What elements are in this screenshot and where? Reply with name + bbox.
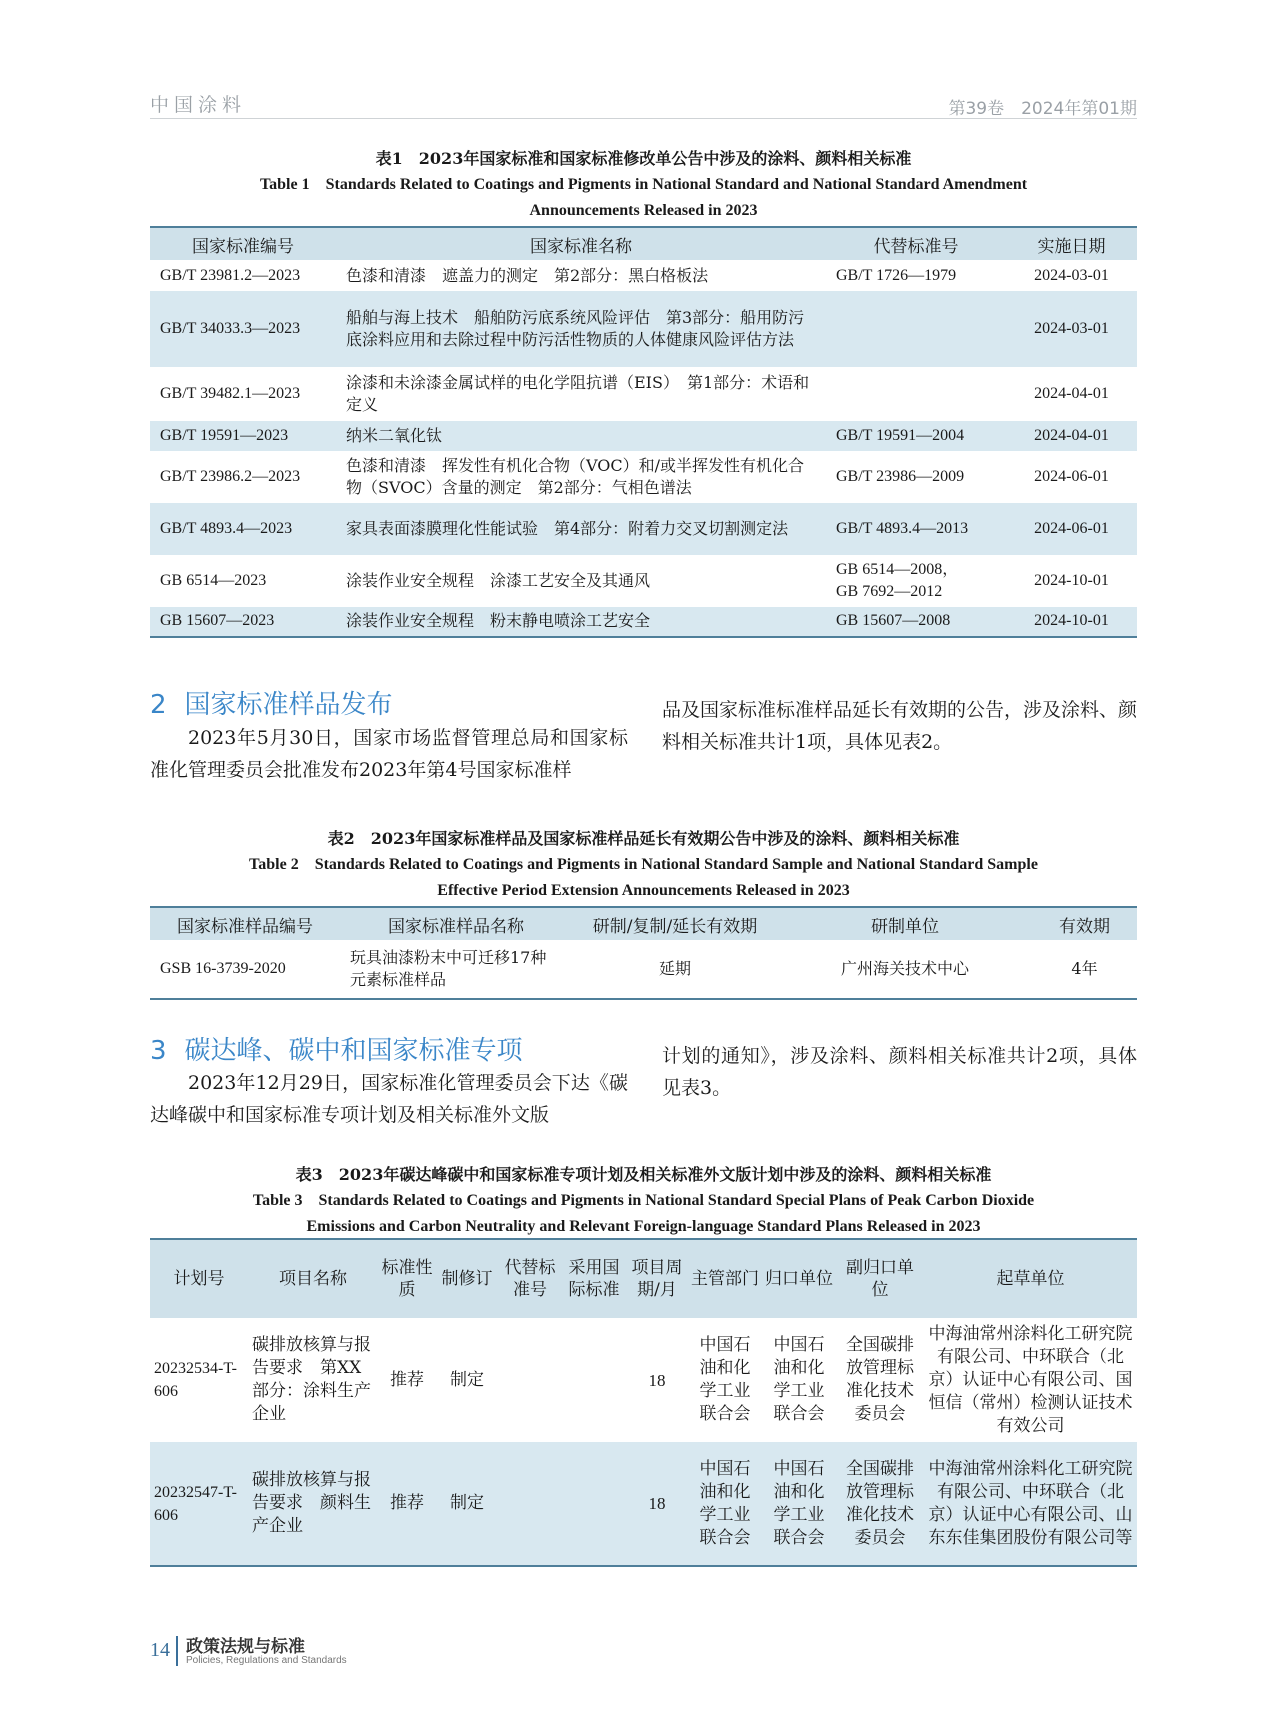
- table2-header: 国家标准样品名称: [340, 907, 572, 941]
- header-rule: [150, 118, 1137, 119]
- competent-department: 中国石油和化学工业联合会: [699, 1335, 751, 1424]
- project-name: 碳排放核算与报告要求 第XX部分：涂料生产企业: [252, 1335, 371, 1424]
- effective-date: 2024-06-01: [1034, 467, 1109, 485]
- replaced-standard-line: GB 7692—2012: [836, 582, 943, 600]
- table2: [150, 906, 1137, 1000]
- replaced-standard-line: GB 6514—2008，: [836, 560, 959, 578]
- revision-type: 制定: [450, 1369, 484, 1390]
- standard-code: GB/T 23981.2—2023: [160, 266, 301, 284]
- replaced-standard: GB/T 19591—2004: [826, 421, 1006, 451]
- table3-header: 归口单位: [762, 1239, 836, 1318]
- table3-caption-cn: 表3 2023年碳达峰碳中和国家标准专项计划及相关标准外文版计划中涉及的涂料、颜料相关标准: [295, 1165, 992, 1184]
- table3-header: 制修订: [436, 1239, 498, 1318]
- table1-caption-en-1: Table 1 Standards Related to Coatings and Pigments in National Standard and National Standard Amendment: [259, 176, 1028, 193]
- effective-date: 2024-06-01: [1006, 503, 1137, 555]
- standard-name: 纳米二氧化钛: [336, 421, 826, 451]
- table1-header: 国家标准编号: [150, 227, 336, 261]
- section-number: 3: [150, 1036, 167, 1066]
- footer-divider: [176, 1636, 178, 1666]
- section-title-text: 碳达峰、碳中和国家标准专项: [184, 1036, 523, 1066]
- table3-header: 起草单位: [924, 1239, 1137, 1318]
- table3-header: 标准性质: [378, 1239, 436, 1318]
- table3-caption: [150, 1162, 1137, 1240]
- table-row: [150, 291, 1137, 367]
- section3-paragraph-right: 计划的通知》，涉及涂料、颜料相关标准共计2项，具体见表3。: [662, 1045, 1137, 1099]
- standard-code: GB 15607—2023: [150, 607, 336, 637]
- standard-code: GB 6514—2023: [160, 571, 267, 589]
- standard-name: 家具表面漆膜理化性能试验 第4部分：附着力交叉切割测定法: [336, 503, 826, 555]
- issue-info: 第39卷 2024年第01期: [948, 99, 1137, 119]
- table-row: [150, 451, 1137, 503]
- sub-responsible-unit: 全国碳排放管理标准化技术委员会: [836, 1442, 924, 1566]
- replaced-standard: [826, 367, 1006, 421]
- sample-type: 延期: [572, 941, 778, 999]
- table3-header: 项目周期/月: [626, 1239, 688, 1318]
- table1-caption-cn: 表1 2023年国家标准和国家标准修改单公告中涉及的涂料、颜料相关标准: [375, 149, 912, 168]
- table2-header: 有效期: [1032, 907, 1137, 941]
- international-standard: [562, 1318, 626, 1442]
- standard-name: 船舶与海上技术 船舶防污底系统风险评估 第3部分：船用防污底涂料应用和去除过程中防污活性物质的人体健康风险评估方法: [336, 291, 826, 367]
- replaced-standard: [826, 291, 1006, 367]
- table2-header: 研制/复制/延长有效期: [572, 907, 778, 941]
- international-standard: [562, 1442, 626, 1566]
- replaced-standard: GB/T 1726—1979: [836, 266, 957, 284]
- table1-caption-en-2: Announcements Released in 2023: [529, 202, 758, 219]
- table-row: [150, 421, 1137, 451]
- project-name: 碳排放核算与报告要求 颜料生产企业: [248, 1442, 378, 1566]
- table3: [150, 1238, 1137, 1567]
- table3-header: 主管部门: [688, 1239, 762, 1318]
- section-number: 2: [150, 690, 167, 720]
- section-title-text: 国家标准样品发布: [184, 690, 393, 720]
- table-row: [150, 1442, 1137, 1566]
- table-row: [150, 555, 1137, 607]
- table1-header: 实施日期: [1006, 227, 1137, 261]
- replaced-standard: [498, 1318, 562, 1442]
- standard-name: 涂漆和未涂漆金属试样的电化学阻抗谱（EIS） 第1部分：术语和定义: [346, 372, 810, 414]
- table-row: [150, 503, 1137, 555]
- table3-caption-en-1: Table 3 Standards Related to Coatings and Pigments in National Standard Special Plans of Peak Carbon Dioxide: [252, 1192, 1035, 1209]
- standard-code: GB/T 19591—2023: [150, 421, 336, 451]
- competent-department: 中国石油和化学工业联合会: [688, 1442, 762, 1566]
- footer-section-en: Policies, Regulations and Standards: [186, 1655, 347, 1666]
- table1-header: 国家标准名称: [336, 227, 826, 261]
- table2-header: 研制单位: [778, 907, 1032, 941]
- table-row: [150, 607, 1137, 637]
- table3-header: 代替标准号: [498, 1239, 562, 1318]
- table3-header: 项目名称: [248, 1239, 378, 1318]
- sample-name: 玩具油漆粉末中可迁移17种元素标准样品: [340, 941, 572, 999]
- standard-code: GB/T 34033.3—2023: [150, 291, 336, 367]
- table2-caption-cn: 表2 2023年国家标准样品及国家标准样品延长有效期公告中涉及的涂料、颜料相关标准: [327, 829, 960, 848]
- journal-name: 中国涂料: [150, 94, 247, 116]
- project-cycle: 18: [648, 1370, 666, 1390]
- sub-responsible-unit: 全国碳排放管理标准化技术委员会: [846, 1335, 914, 1424]
- section2-paragraph-right: 品及国家标准标准样品延长有效期的公告，涉及涂料、颜料相关标准共计1项，具体见表2。: [662, 699, 1138, 753]
- table3-header: 计划号: [150, 1239, 248, 1318]
- table1: [150, 226, 1137, 638]
- sample-unit: 广州海关技术中心: [778, 941, 1032, 999]
- replaced-standard: [498, 1442, 562, 1566]
- table1-caption: [150, 146, 1137, 224]
- standard-name: 涂装作业安全规程 涂漆工艺安全及其通风: [346, 570, 651, 590]
- standard-code: GB/T 39482.1—2023: [160, 384, 301, 402]
- revision-type: 制定: [436, 1442, 498, 1566]
- effective-date: 2024-10-01: [1006, 607, 1137, 637]
- standard-nature: 推荐: [390, 1369, 424, 1390]
- plan-number: 20232534-T-606: [154, 1360, 237, 1400]
- table-row: [150, 261, 1137, 291]
- drafting-unit: 中海油常州涂料化工研究院有限公司、中环联合（北京）认证中心有限公司、山东东佳集团股份有限公司等: [924, 1442, 1137, 1566]
- responsible-unit: 中国石油和化学工业联合会: [762, 1442, 836, 1566]
- section3-paragraph-left: 2023年12月29日，国家标准化管理委员会下达《碳达峰碳中和国家标准专项计划及相关标准外文版: [150, 1072, 628, 1126]
- footer-section-cn: 政策法规与标准: [186, 1637, 305, 1657]
- standard-name: 涂装作业安全规程 粉末静电喷涂工艺安全: [336, 607, 826, 637]
- drafting-unit: 中海油常州涂料化工研究院有限公司、中环联合（北京）认证中心有限公司、国恒信（常州）检测认证技术有效公司: [928, 1323, 1133, 1436]
- section3-title: [150, 1030, 523, 1067]
- replaced-standard: GB/T 4893.4—2013: [826, 503, 1006, 555]
- replaced-standard: GB 15607—2008: [826, 607, 1006, 637]
- standard-name: 色漆和清漆 遮盖力的测定 第2部分：黑白格板法: [346, 265, 709, 285]
- table1-header: 代替标准号: [826, 227, 1006, 261]
- replaced-standard: [826, 555, 1006, 607]
- responsible-unit: 中国石油和化学工业联合会: [773, 1335, 825, 1424]
- standard-code: GB/T 23986.2—2023: [160, 467, 301, 485]
- table-row: [150, 1318, 1137, 1442]
- standard-nature: 推荐: [378, 1442, 436, 1566]
- table3-caption-en-2: Emissions and Carbon Neutrality and Relevant Foreign-language Standard Plans Released in 2023: [306, 1218, 981, 1235]
- table3-header-row: [150, 1239, 1137, 1318]
- effective-date: 2024-04-01: [1006, 421, 1137, 451]
- standard-code: GB/T 4893.4—2023: [150, 503, 336, 555]
- table2-header: 国家标准样品编号: [150, 907, 340, 941]
- table2-header-row: [150, 907, 1137, 941]
- table-row: [150, 941, 1137, 999]
- table2-caption-en-2: Effective Period Extension Announcements Released in 2023: [437, 882, 850, 899]
- table-row: [150, 367, 1137, 421]
- plan-number: 20232547-T-606: [150, 1442, 248, 1566]
- effective-date: 2024-03-01: [1034, 266, 1109, 284]
- replaced-standard: GB/T 23986—2009: [836, 467, 965, 485]
- effective-date: 2024-10-01: [1034, 571, 1109, 589]
- sample-period: 4年: [1032, 941, 1137, 999]
- table2-caption-en-1: Table 2 Standards Related to Coatings and Pigments in National Standard Sample and National Standard Sample: [249, 856, 1038, 873]
- page-number: 14: [150, 1639, 170, 1661]
- project-cycle: 18: [626, 1442, 688, 1566]
- table3-header: 采用国际标准: [562, 1239, 626, 1318]
- section2-paragraph-left: 2023年5月30日，国家市场监督管理总局和国家标准化管理委员会批准发布2023年第4号国家标准样: [150, 727, 628, 781]
- table2-caption: [150, 826, 1137, 904]
- effective-date: 2024-03-01: [1006, 291, 1137, 367]
- standard-name: 色漆和清漆 挥发性有机化合物（VOC）和/或半挥发性有机化合物（SVOC）含量的测定 第2部分：气相色谱法: [346, 455, 805, 497]
- section2-title: [150, 684, 393, 721]
- effective-date: 2024-04-01: [1034, 384, 1109, 402]
- table3-header: 副归口单位: [836, 1239, 924, 1318]
- sample-code: GSB 16-3739-2020: [150, 941, 340, 999]
- table1-header-row: [150, 227, 1137, 261]
